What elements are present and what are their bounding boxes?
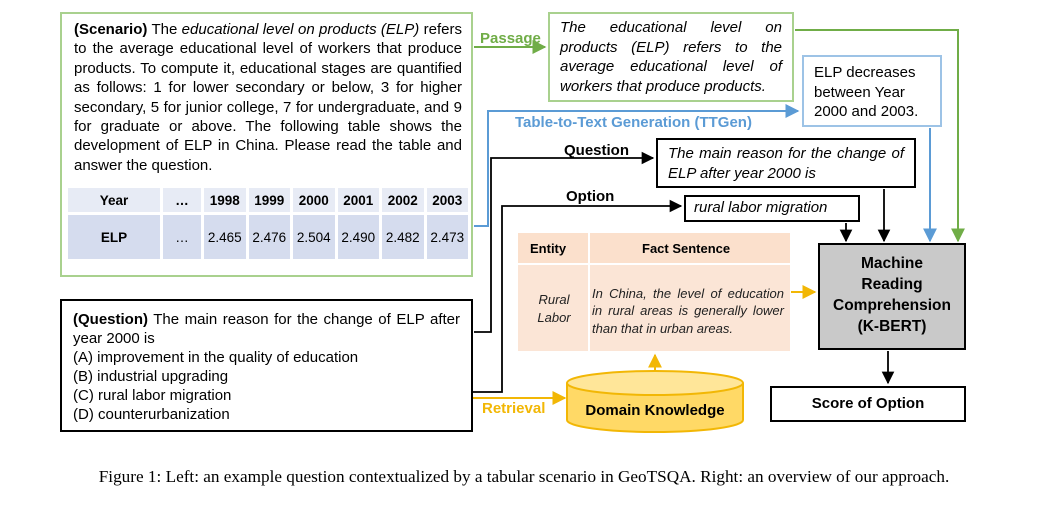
table-cell: 2.465 (204, 215, 246, 259)
question-stem-text: The main reason for the change of ELP after year 2000 is (73, 311, 460, 347)
table-cell: 2.482 (382, 215, 424, 259)
table-header-cell: Year (68, 188, 160, 212)
mrc-line: (K-BERT) (857, 318, 927, 335)
retrieval-label: Retrieval (482, 400, 546, 417)
mrc-line: Machine (860, 255, 923, 272)
answer-option: (A) improvement in the quality of education (73, 349, 359, 366)
passage-label: Passage (480, 30, 541, 47)
table-cell: 2.504 (293, 215, 335, 259)
table-header-cell: 2002 (382, 188, 424, 212)
table-header-cell: 2001 (338, 188, 380, 212)
question-label: (Question) (73, 311, 148, 328)
scenario-text-pre: The (147, 21, 182, 38)
table-cell: 2.476 (249, 215, 291, 259)
answer-option: (C) rural labor migration (73, 387, 232, 404)
fact-sentence-header: Fact Sentence (642, 241, 731, 256)
scenario-text (74, 20, 462, 175)
table-header-cell: 1999 (249, 188, 291, 212)
table-header-cell: … (163, 188, 201, 212)
fact-table (518, 233, 790, 351)
elp-table (68, 188, 468, 259)
elp-table-row (68, 215, 468, 259)
ttgen-output-box: ELP decreases between Year 2000 and 2003. (802, 55, 942, 127)
fact-entity: Rural Labor (537, 292, 571, 325)
table-cell: 2.490 (338, 215, 380, 259)
scenario-text-italic: educational level on products (ELP) (181, 21, 420, 38)
question-box: The main reason for the change of ELP after year 2000 is (656, 138, 916, 188)
option-box: rural labor migration (684, 195, 860, 222)
mrc-line: Reading (861, 276, 923, 293)
table-header-cell: 2000 (293, 188, 335, 212)
question-panel (60, 299, 473, 432)
question-stem (73, 310, 460, 348)
question-edge-label: Question (564, 142, 630, 159)
mrc-box (818, 243, 966, 350)
domain-knowledge-label: Domain Knowledge (585, 402, 725, 419)
table-cell: ELP (68, 215, 160, 259)
answer-option: (B) industrial upgrading (73, 368, 229, 385)
fact-sentence: In China, the level of education in rural areas is generally lower than that in urban areas. (592, 286, 784, 336)
score-box: Score of Option (770, 386, 966, 422)
passage-box: The educational level on products (ELP) refers to the average educational level of workers that produce products. (548, 12, 794, 102)
scenario-label: (Scenario) (74, 21, 148, 38)
answer-option: (D) counterurbanization (73, 406, 230, 423)
ttgen-label: Table-to-Text Generation (TTGen) (515, 114, 752, 131)
table-header-cell: 1998 (204, 188, 246, 212)
elp-table-header (68, 188, 468, 212)
table-header-cell: 2003 (427, 188, 469, 212)
scenario-text-post: refers to the average educational level of workers that produce products. To compute it, educational stages are quantified as follows: 1 for lower secondary or below, 3 for higher secondary, 5 for junior college, 7 for undergraduate, and 9 for graduate or above. The following table shows the development of ELP in China. Please read the table and answer the question. (74, 21, 462, 174)
mrc-line: Comprehension (833, 297, 951, 314)
domain-knowledge-cylinder (567, 371, 743, 432)
option-edge-label: Option (566, 188, 615, 205)
table-cell: … (163, 215, 201, 259)
scenario-box (60, 12, 473, 277)
figure-caption: Figure 1: Left: an example question contextualized by a tabular scenario in GeoTSQA. Right: an overview of our approach. (98, 467, 950, 486)
table-cell: 2.473 (427, 215, 469, 259)
entity-header: Entity (530, 241, 567, 256)
fact-table-header (518, 233, 790, 263)
